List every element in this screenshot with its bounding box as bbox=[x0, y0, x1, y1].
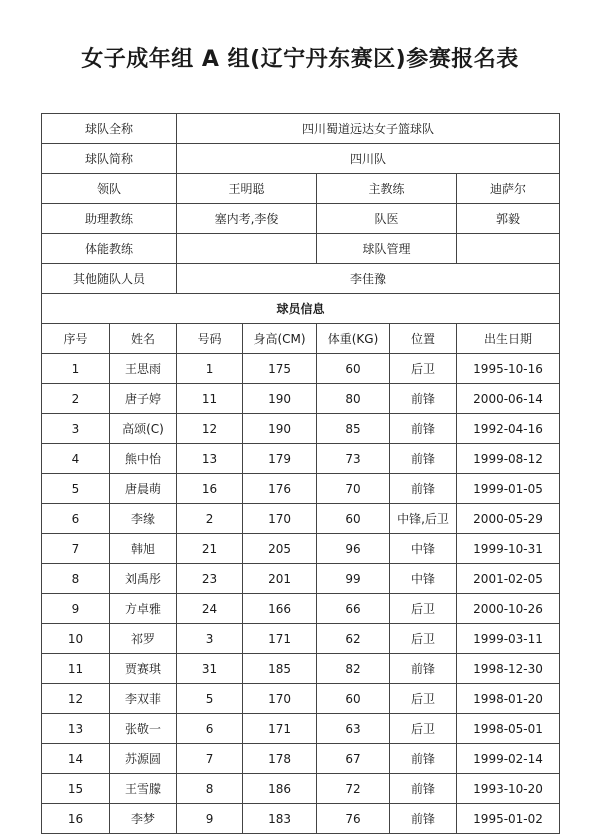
player-number-cell: 4 bbox=[42, 444, 110, 474]
position-cell: 中锋,后卫 bbox=[390, 504, 457, 534]
manager-value bbox=[457, 234, 560, 264]
leader-row bbox=[42, 174, 560, 204]
weight-cell: 72 bbox=[317, 774, 390, 804]
team-full-name-row bbox=[42, 114, 560, 144]
team-full-name-value: 四川蜀道远达女子篮球队 bbox=[177, 114, 560, 144]
birthdate-cell: 1993-10-20 bbox=[457, 774, 560, 804]
height-cell: 176 bbox=[243, 474, 317, 504]
height-cell: 179 bbox=[243, 444, 317, 474]
table-row bbox=[42, 774, 560, 804]
player-number-cell: 14 bbox=[42, 744, 110, 774]
fitness-row bbox=[42, 234, 560, 264]
table-row bbox=[42, 804, 560, 834]
player-number-cell: 6 bbox=[42, 504, 110, 534]
height-cell: 178 bbox=[243, 744, 317, 774]
leader-label: 领队 bbox=[42, 174, 177, 204]
players-section-row bbox=[42, 294, 560, 324]
player-name-cell: 李梦 bbox=[110, 804, 177, 834]
position-cell: 前锋 bbox=[390, 744, 457, 774]
jersey-number-cell: 24 bbox=[177, 594, 243, 624]
player-number-cell: 12 bbox=[42, 684, 110, 714]
team-short-name-label: 球队简称 bbox=[42, 144, 177, 174]
birthdate-cell: 1999-08-12 bbox=[457, 444, 560, 474]
jersey-number-cell: 1 bbox=[177, 354, 243, 384]
column-header: 体重(KG) bbox=[317, 324, 390, 354]
birthdate-cell: 1995-01-02 bbox=[457, 804, 560, 834]
player-name-cell: 李缘 bbox=[110, 504, 177, 534]
jersey-number-cell: 31 bbox=[177, 654, 243, 684]
weight-cell: 96 bbox=[317, 534, 390, 564]
height-cell: 171 bbox=[243, 624, 317, 654]
player-name-cell: 方卓雅 bbox=[110, 594, 177, 624]
height-cell: 190 bbox=[243, 384, 317, 414]
weight-cell: 60 bbox=[317, 684, 390, 714]
player-name-cell: 苏源圆 bbox=[110, 744, 177, 774]
player-name-cell: 熊中怡 bbox=[110, 444, 177, 474]
player-number-cell: 10 bbox=[42, 624, 110, 654]
player-name-cell: 唐子婷 bbox=[110, 384, 177, 414]
birthdate-cell: 1995-10-16 bbox=[457, 354, 560, 384]
doctor-value: 郭毅 bbox=[457, 204, 560, 234]
column-header: 号码 bbox=[177, 324, 243, 354]
team-short-name-row bbox=[42, 144, 560, 174]
jersey-number-cell: 3 bbox=[177, 624, 243, 654]
player-name-cell: 祁罗 bbox=[110, 624, 177, 654]
table-row bbox=[42, 594, 560, 624]
jersey-number-cell: 6 bbox=[177, 714, 243, 744]
weight-cell: 62 bbox=[317, 624, 390, 654]
assistant-coach-value: 塞内考,李俊 bbox=[177, 204, 317, 234]
weight-cell: 82 bbox=[317, 654, 390, 684]
column-header: 姓名 bbox=[110, 324, 177, 354]
column-header: 身高(CM) bbox=[243, 324, 317, 354]
assistant-row bbox=[42, 204, 560, 234]
weight-cell: 63 bbox=[317, 714, 390, 744]
table-row bbox=[42, 354, 560, 384]
height-cell: 185 bbox=[243, 654, 317, 684]
players-header-row bbox=[42, 324, 560, 354]
height-cell: 201 bbox=[243, 564, 317, 594]
birthdate-cell: 1999-03-11 bbox=[457, 624, 560, 654]
height-cell: 170 bbox=[243, 504, 317, 534]
jersey-number-cell: 21 bbox=[177, 534, 243, 564]
jersey-number-cell: 12 bbox=[177, 414, 243, 444]
player-name-cell: 李双菲 bbox=[110, 684, 177, 714]
weight-cell: 67 bbox=[317, 744, 390, 774]
jersey-number-cell: 11 bbox=[177, 384, 243, 414]
jersey-number-cell: 5 bbox=[177, 684, 243, 714]
table-row bbox=[42, 714, 560, 744]
height-cell: 175 bbox=[243, 354, 317, 384]
birthdate-cell: 1998-05-01 bbox=[457, 714, 560, 744]
birthdate-cell: 1998-01-20 bbox=[457, 684, 560, 714]
player-number-cell: 16 bbox=[42, 804, 110, 834]
weight-cell: 60 bbox=[317, 504, 390, 534]
table-row bbox=[42, 654, 560, 684]
birthdate-cell: 2000-06-14 bbox=[457, 384, 560, 414]
birthdate-cell: 2000-10-26 bbox=[457, 594, 560, 624]
player-number-cell: 1 bbox=[42, 354, 110, 384]
other-staff-value: 李佳豫 bbox=[177, 264, 560, 294]
table-row bbox=[42, 684, 560, 714]
position-cell: 前锋 bbox=[390, 774, 457, 804]
height-cell: 170 bbox=[243, 684, 317, 714]
position-cell: 前锋 bbox=[390, 444, 457, 474]
column-header: 序号 bbox=[42, 324, 110, 354]
position-cell: 后卫 bbox=[390, 354, 457, 384]
position-cell: 后卫 bbox=[390, 624, 457, 654]
player-number-cell: 7 bbox=[42, 534, 110, 564]
table-row bbox=[42, 384, 560, 414]
manager-label: 球队管理 bbox=[317, 234, 457, 264]
birthdate-cell: 2000-05-29 bbox=[457, 504, 560, 534]
table-row bbox=[42, 624, 560, 654]
player-name-cell: 王思雨 bbox=[110, 354, 177, 384]
head-coach-value: 迪萨尔 bbox=[457, 174, 560, 204]
doctor-label: 队医 bbox=[317, 204, 457, 234]
column-header: 出生日期 bbox=[457, 324, 560, 354]
weight-cell: 60 bbox=[317, 354, 390, 384]
weight-cell: 76 bbox=[317, 804, 390, 834]
player-name-cell: 唐晨萌 bbox=[110, 474, 177, 504]
player-number-cell: 8 bbox=[42, 564, 110, 594]
weight-cell: 66 bbox=[317, 594, 390, 624]
table-row bbox=[42, 564, 560, 594]
birthdate-cell: 1999-01-05 bbox=[457, 474, 560, 504]
column-header: 位置 bbox=[390, 324, 457, 354]
table-row bbox=[42, 534, 560, 564]
leader-value: 王明聪 bbox=[177, 174, 317, 204]
height-cell: 171 bbox=[243, 714, 317, 744]
position-cell: 前锋 bbox=[390, 654, 457, 684]
players-section-title: 球员信息 bbox=[42, 294, 560, 324]
player-number-cell: 15 bbox=[42, 774, 110, 804]
birthdate-cell: 1992-04-16 bbox=[457, 414, 560, 444]
player-name-cell: 王雪朦 bbox=[110, 774, 177, 804]
birthdate-cell: 1998-12-30 bbox=[457, 654, 560, 684]
position-cell: 后卫 bbox=[390, 714, 457, 744]
other-staff-row bbox=[42, 264, 560, 294]
position-cell: 前锋 bbox=[390, 474, 457, 504]
position-cell: 后卫 bbox=[390, 594, 457, 624]
team-full-name-label: 球队全称 bbox=[42, 114, 177, 144]
team-short-name-value: 四川队 bbox=[177, 144, 560, 174]
player-name-cell: 贾赛琪 bbox=[110, 654, 177, 684]
height-cell: 186 bbox=[243, 774, 317, 804]
player-number-cell: 13 bbox=[42, 714, 110, 744]
player-rows bbox=[42, 354, 560, 834]
jersey-number-cell: 13 bbox=[177, 444, 243, 474]
height-cell: 166 bbox=[243, 594, 317, 624]
player-name-cell: 高颂(C) bbox=[110, 414, 177, 444]
birthdate-cell: 1999-10-31 bbox=[457, 534, 560, 564]
height-cell: 190 bbox=[243, 414, 317, 444]
page-title: 女子成年组 A 组(辽宁丹东赛区)参赛报名表 bbox=[81, 47, 519, 72]
table-row bbox=[42, 414, 560, 444]
weight-cell: 70 bbox=[317, 474, 390, 504]
player-name-cell: 张敬一 bbox=[110, 714, 177, 744]
player-number-cell: 3 bbox=[42, 414, 110, 444]
jersey-number-cell: 8 bbox=[177, 774, 243, 804]
position-cell: 后卫 bbox=[390, 684, 457, 714]
table-row bbox=[42, 444, 560, 474]
height-cell: 183 bbox=[243, 804, 317, 834]
table-row bbox=[42, 474, 560, 504]
head-coach-label: 主教练 bbox=[317, 174, 457, 204]
jersey-number-cell: 2 bbox=[177, 504, 243, 534]
player-name-cell: 刘禹彤 bbox=[110, 564, 177, 594]
other-staff-label: 其他随队人员 bbox=[42, 264, 177, 294]
player-number-cell: 5 bbox=[42, 474, 110, 504]
jersey-number-cell: 9 bbox=[177, 804, 243, 834]
weight-cell: 73 bbox=[317, 444, 390, 474]
player-number-cell: 11 bbox=[42, 654, 110, 684]
position-cell: 前锋 bbox=[390, 414, 457, 444]
weight-cell: 80 bbox=[317, 384, 390, 414]
height-cell: 205 bbox=[243, 534, 317, 564]
position-cell: 中锋 bbox=[390, 534, 457, 564]
registration-table bbox=[41, 113, 560, 834]
weight-cell: 99 bbox=[317, 564, 390, 594]
birthdate-cell: 2001-02-05 bbox=[457, 564, 560, 594]
player-name-cell: 韩旭 bbox=[110, 534, 177, 564]
player-number-cell: 9 bbox=[42, 594, 110, 624]
fitness-coach-value bbox=[177, 234, 317, 264]
table-row bbox=[42, 744, 560, 774]
jersey-number-cell: 23 bbox=[177, 564, 243, 594]
position-cell: 中锋 bbox=[390, 564, 457, 594]
position-cell: 前锋 bbox=[390, 804, 457, 834]
birthdate-cell: 1999-02-14 bbox=[457, 744, 560, 774]
table-row bbox=[42, 504, 560, 534]
jersey-number-cell: 16 bbox=[177, 474, 243, 504]
assistant-coach-label: 助理教练 bbox=[42, 204, 177, 234]
player-number-cell: 2 bbox=[42, 384, 110, 414]
jersey-number-cell: 7 bbox=[177, 744, 243, 774]
position-cell: 前锋 bbox=[390, 384, 457, 414]
weight-cell: 85 bbox=[317, 414, 390, 444]
fitness-coach-label: 体能教练 bbox=[42, 234, 177, 264]
